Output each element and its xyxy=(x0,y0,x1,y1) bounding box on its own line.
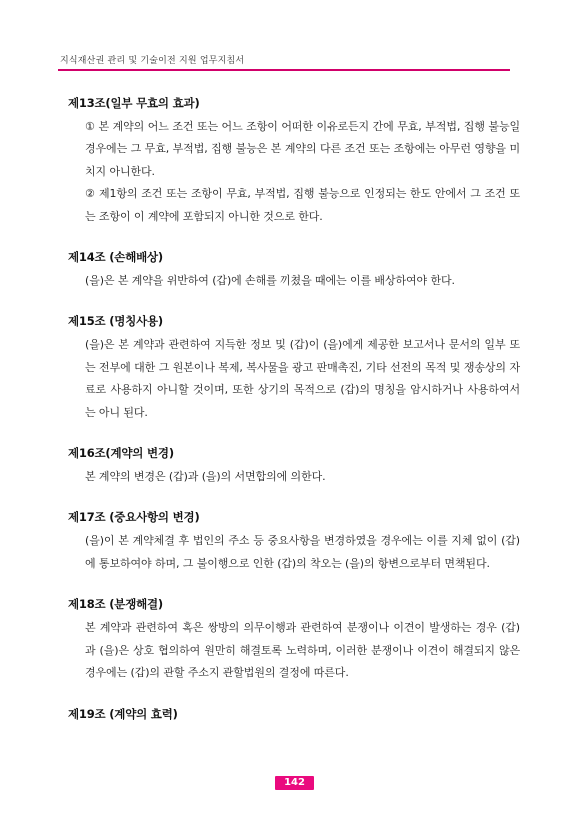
article-title: 제19조 (계약의 효력) xyxy=(68,706,178,721)
article-paragraph: ① 본 계약의 어느 조건 또는 어느 조항이 어떠한 이유로든지 간에 무효, 부적법, 집행 불능일 경우에는 그 무효, 부적법, 집행 불능은 본 계약의 다른 조건 또는 조항에는 아무런 영향을 미치지 아니한다. xyxy=(85,120,520,178)
article-title: 제18조 (분쟁해결) xyxy=(68,597,163,612)
page-number-badge: 142 xyxy=(275,776,314,790)
article-16 xyxy=(68,445,520,488)
article-paragraph: 본 계약의 변경은 (갑)과 (을)의 서면합의에 의한다. xyxy=(85,470,326,484)
article-15 xyxy=(68,313,520,424)
article-19 xyxy=(68,706,520,722)
header-divider xyxy=(58,69,510,71)
article-title: 제15조 (명칭사용) xyxy=(68,314,163,329)
article-paragraph: ② 제1항의 조건 또는 조항이 무효, 부적법, 집행 불능으로 인정되는 한도 안에서 그 조건 또는 조항이 이 계약에 포함되지 아니한 것으로 한다. xyxy=(85,187,520,223)
article-paragraph: 본 계약과 관련하여 혹은 쌍방의 의무이행과 관련하여 분쟁이나 이견이 발생하는 경우 (갑)과 (을)은 상호 협의하여 원만히 해결토록 노력하며, 이러한 분쟁이나 이견이 해결되지 않은 경우에는 (갑)의 관할 주소지 관할법원의 결정에 따른다. xyxy=(85,621,520,680)
article-13 xyxy=(68,95,520,228)
article-17 xyxy=(68,509,520,575)
article-title: 제17조 (중요사항의 변경) xyxy=(68,510,200,525)
article-paragraph: (을)은 본 계약과 관련하여 지득한 정보 및 (갑)이 (을)에게 제공한 보고서나 문서의 일부 또는 전부에 대한 그 원본이나 복제, 복사물을 광고 판매촉진, 기타 선전의 목적 및 쟁송상의 자료로 사용하지 아니할 것이며, 또한 상기의 목적으로 (갑)의 명칭을 암시하거나 사용하여서는 아니 된다. xyxy=(85,338,520,419)
article-paragraph: (을)은 본 계약을 위반하여 (갑)에 손해를 끼쳤을 때에는 이를 배상하여야 한다. xyxy=(85,274,455,288)
article-title: 제16조(계약의 변경) xyxy=(68,446,174,461)
article-title: 제13조(일부 무효의 효과) xyxy=(68,96,200,110)
article-title: 제14조 (손해배상) xyxy=(68,250,163,265)
article-18 xyxy=(68,596,520,684)
article-14 xyxy=(68,249,520,292)
document-header-title: 지식재산권 관리 및 기술이전 지원 업무지침서 xyxy=(60,56,245,66)
document-body xyxy=(68,95,520,743)
article-paragraph: (을)이 본 계약체결 후 법인의 주소 등 중요사항을 변경하였을 경우에는 이를 지체 없이 (갑)에 통보하여야 하며, 그 불이행으로 인한 (갑)의 착오는 (을)의 항변으로부터 면책된다. xyxy=(85,534,520,570)
